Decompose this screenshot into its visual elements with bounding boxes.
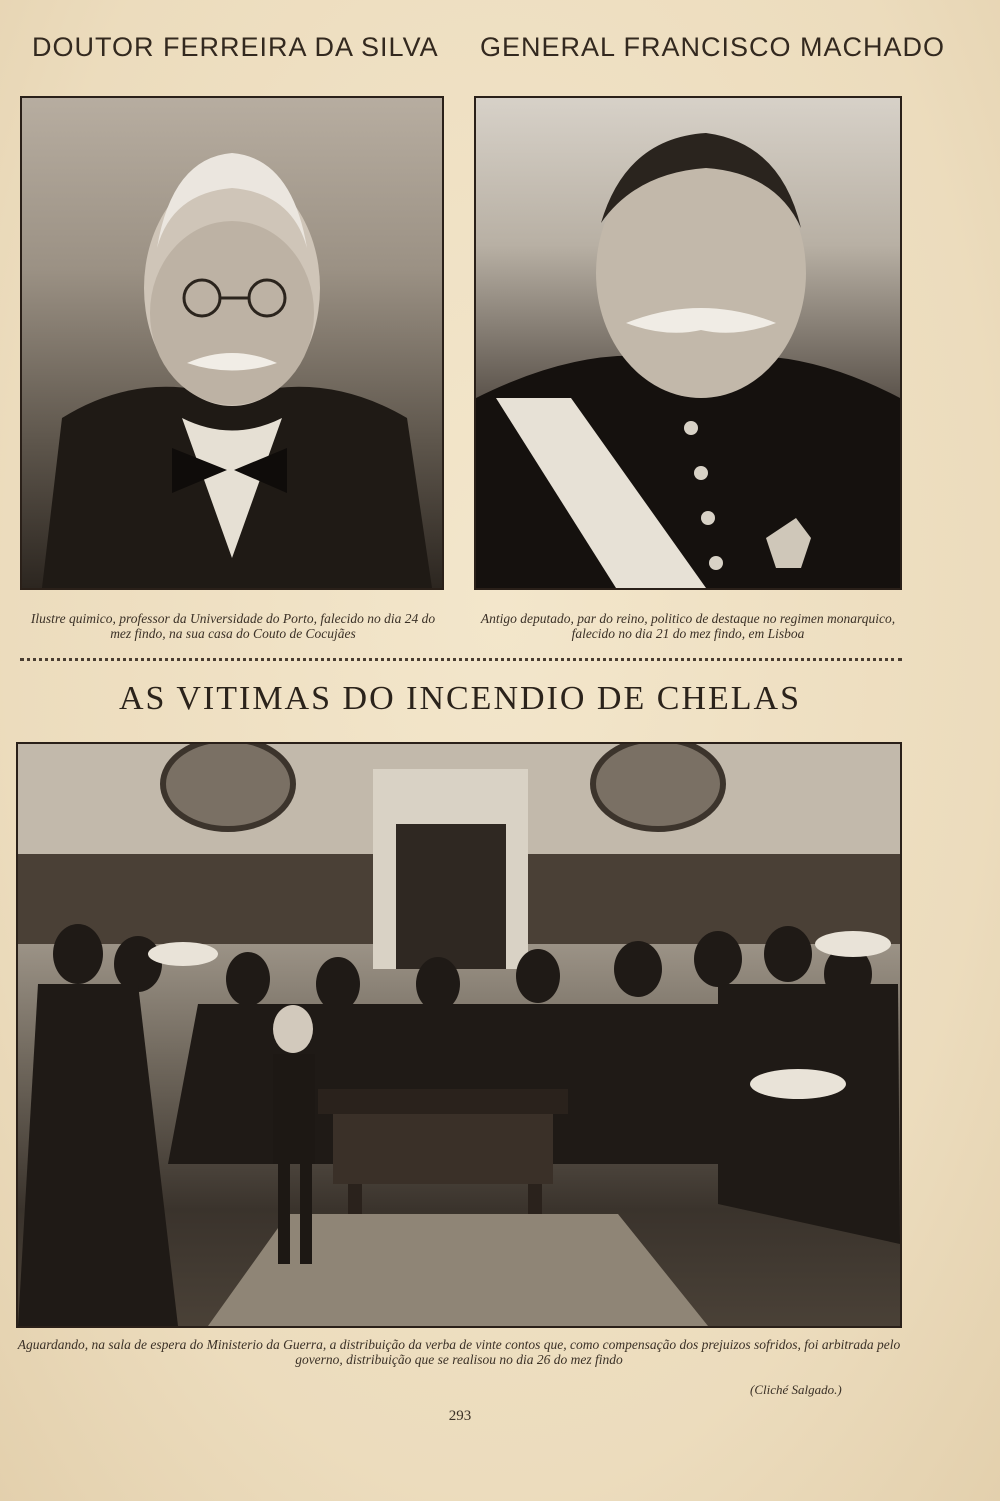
page-number: 293 — [448, 1408, 472, 1424]
portrait-caption-right: Antigo deputado, par do reino, politico de destaque no regimen monarquico, falecido no dia 21 do mez findo, em Lisboa — [480, 611, 896, 641]
group-photo-caption: Aguardando, na sala de espera do Ministerio da Guerra, a distribuição da verba de vinte contos que, como compensação dos prejuizos sofridos, foi arbitrada pelo governo, distribuição que se realisou no dia 26 do mez findo — [17, 1337, 901, 1367]
portrait-title-right: GENERAL FRANCISCO MACHADO — [480, 32, 946, 62]
portrait-illustration-left — [22, 98, 442, 588]
portrait-title-left: DOUTOR FERREIRA DA SILVA — [32, 32, 439, 62]
group-photo-illustration — [18, 744, 900, 1326]
photo-credit: (Cliché Salgado.) — [750, 1382, 842, 1397]
article-headline: AS VITIMAS DO INCENDIO DE CHELAS — [119, 680, 801, 717]
group-photo — [16, 742, 902, 1328]
portrait-illustration-right — [476, 98, 900, 588]
dotted-divider — [20, 658, 902, 661]
portrait-caption-left: Ilustre quimico, professor da Universidade do Porto, falecido no dia 24 do mez findo, na sua casa do Couto de Cocujães — [30, 611, 436, 641]
portrait-photo-left — [20, 96, 444, 590]
portrait-photo-right — [474, 96, 902, 590]
